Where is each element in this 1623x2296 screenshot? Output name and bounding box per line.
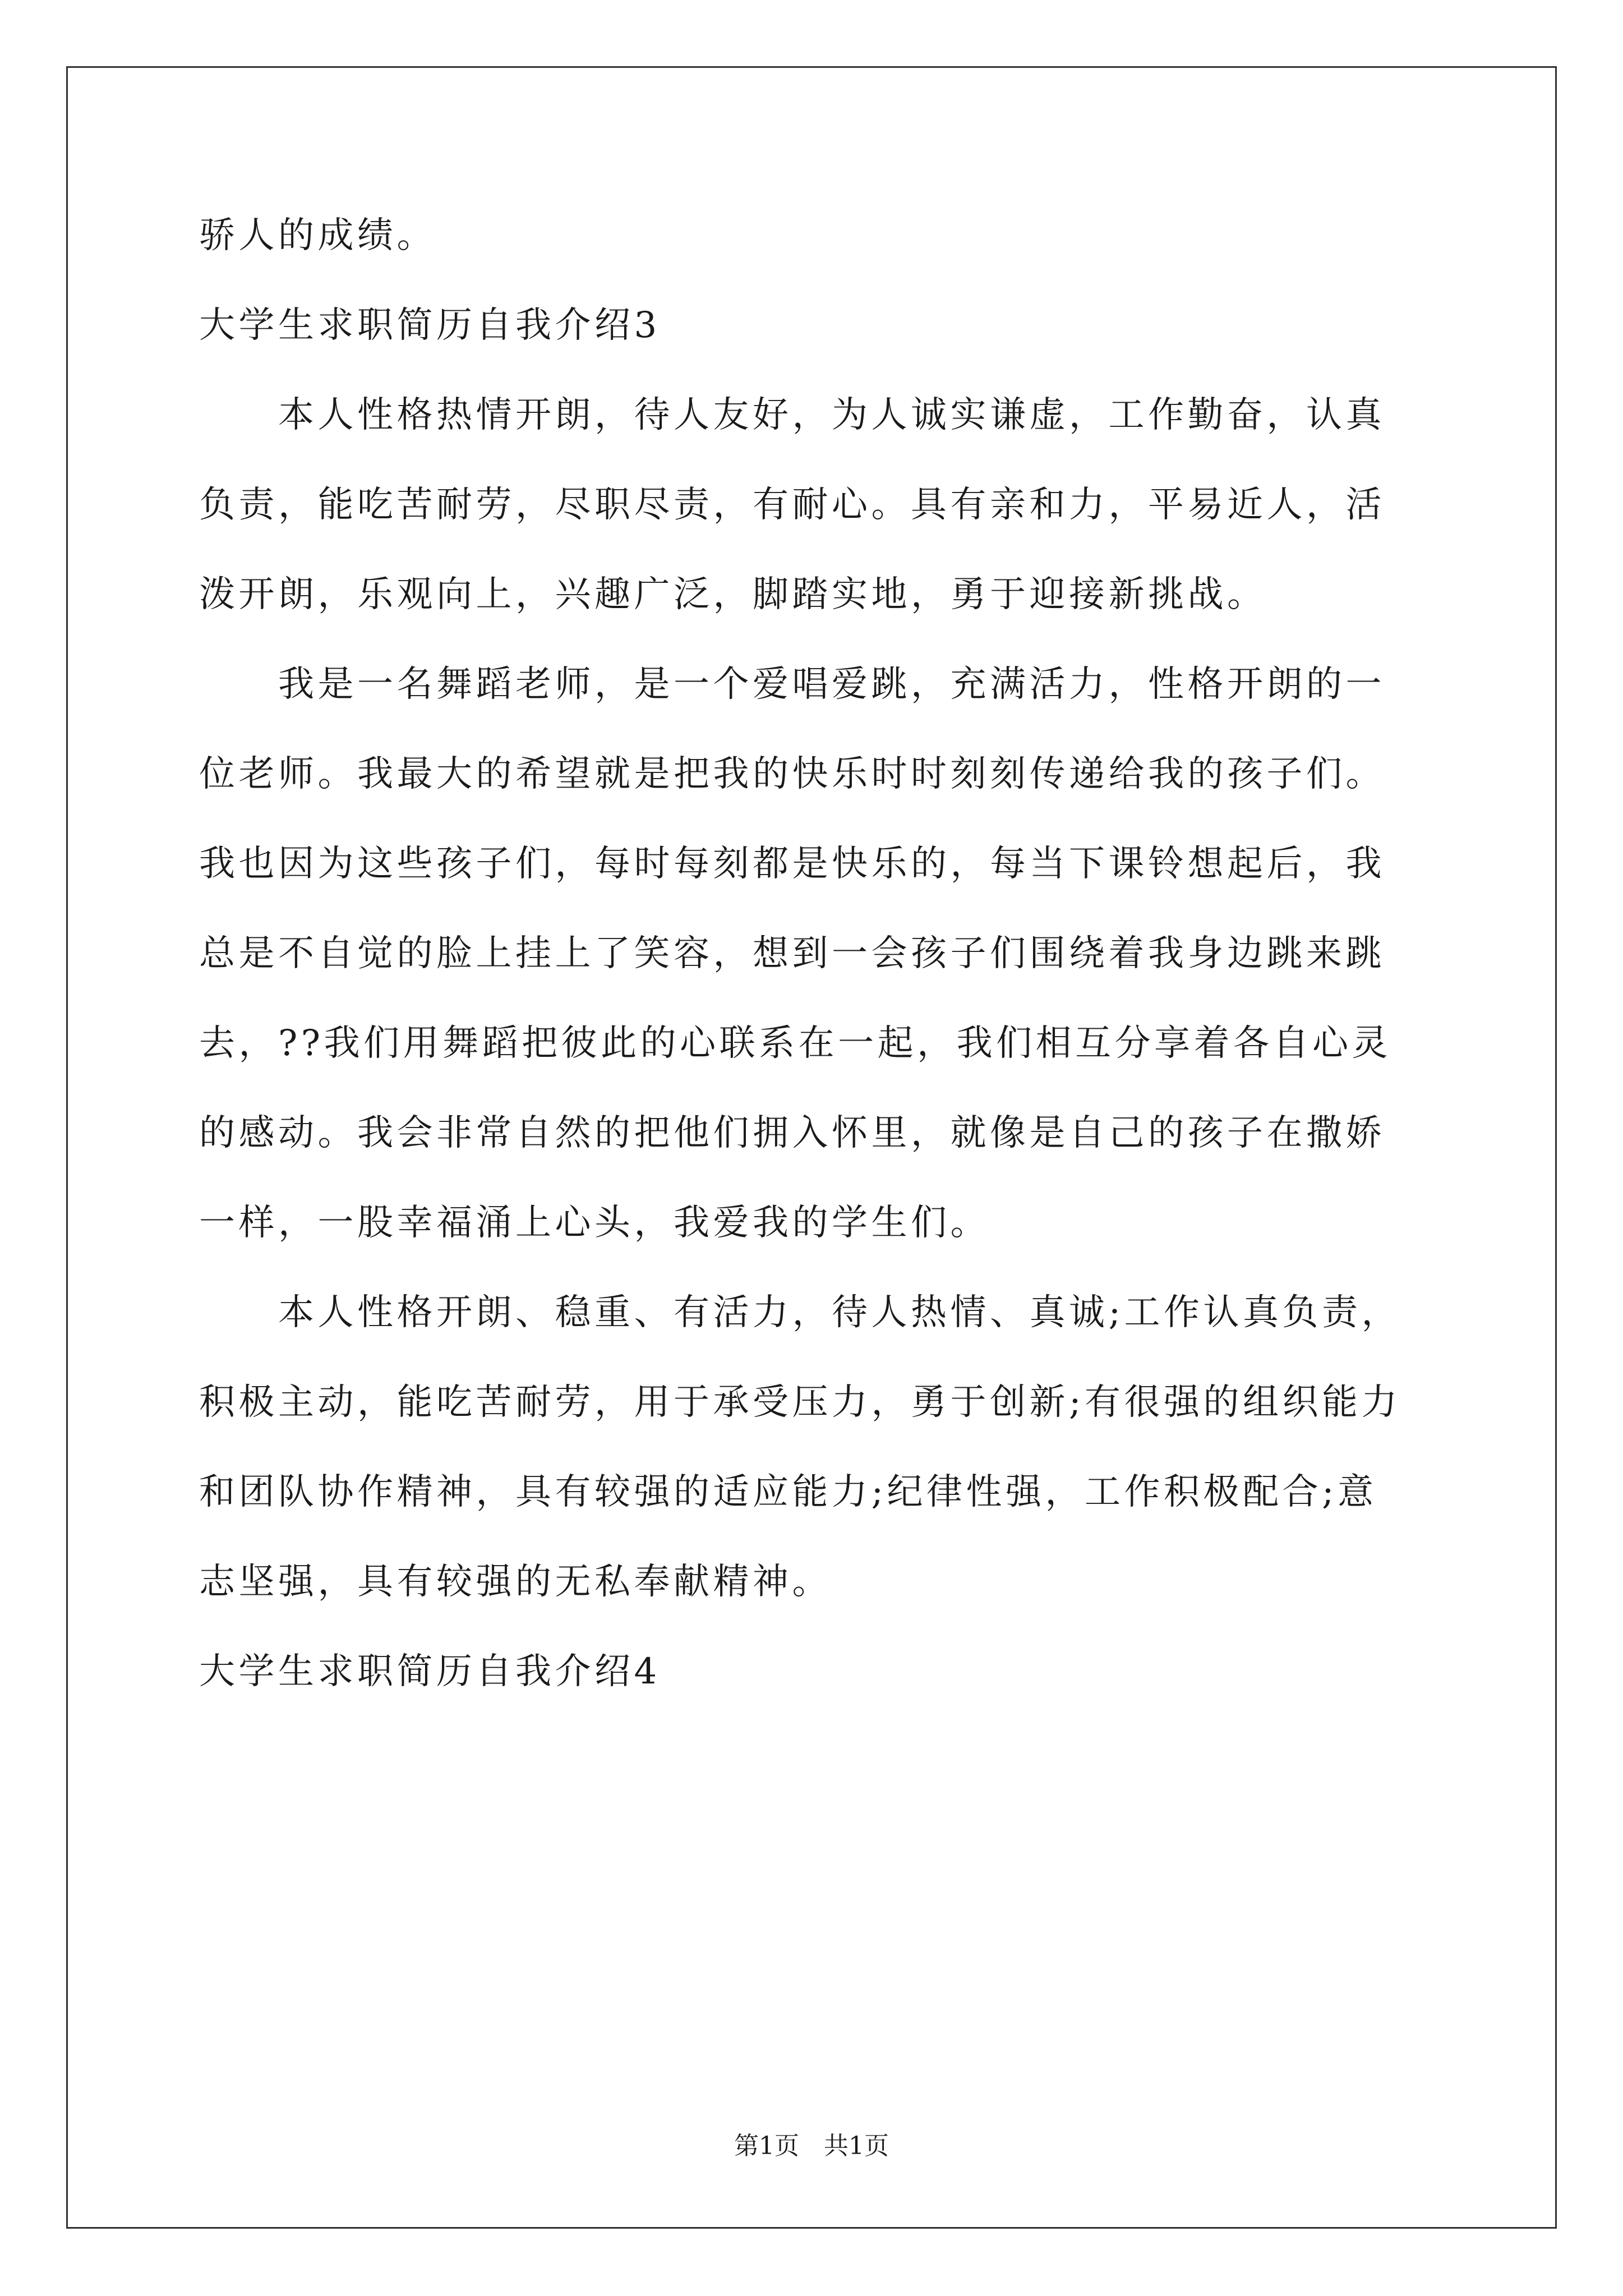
text-line: 总是不自觉的脸上挂上了笑容，想到一会孩子们围绕着我身边跳来跳 (199, 933, 1385, 974)
text-line: 一样，一股幸福涌上心头，我爱我的学生们。 (199, 1202, 990, 1244)
text-line: 积极主动，能吃苦耐劳，用于承受压力，勇于创新;有很强的组织能力 (199, 1382, 1401, 1423)
text-line: 和团队协作精神，具有较强的适应能力;纪律性强，工作积极配合;意 (199, 1471, 1377, 1513)
text-line: 位老师。我最大的希望就是把我的快乐时时刻刻传递给我的孩子们。 (199, 753, 1385, 795)
text-line: 志坚强，具有较强的无私奉献精神。 (199, 1561, 832, 1603)
text-line: 负责，能吃苦耐劳，尽职尽责，有耐心。具有亲和力，平易近人，活 (199, 484, 1385, 526)
section-heading: 大学生求职简历自我介绍4 (199, 1651, 661, 1692)
text-line: 去，??我们用舞蹈把彼此的心联系在一起，我们相互分享着各自心灵 (199, 1023, 1392, 1064)
page-number: 第1页 共1页 (734, 2132, 889, 2160)
paragraph-first-line: 本人性格热情开朗，待人友好，为人诚实谦虚，工作勤奋，认真 (278, 394, 1385, 436)
text-line: 泼开朗，乐观向上，兴趣广泛，脚踏实地，勇于迎接新挑战。 (199, 574, 1267, 615)
paragraph-first-line: 我是一名舞蹈老师，是一个爱唱爱跳，充满活力，性格开朗的一 (278, 664, 1385, 705)
section-heading: 大学生求职简历自我介绍3 (199, 305, 661, 346)
text-line: 我也因为这些孩子们，每时每刻都是快乐的，每当下课铃想起后，我 (199, 843, 1385, 885)
text-line: 的感动。我会非常自然的把他们拥入怀里，就像是自己的孩子在撒娇 (199, 1112, 1385, 1154)
document-body (199, 191, 1433, 1717)
page-footer (0, 2129, 1623, 2163)
text-line: 骄人的成绩。 (199, 215, 436, 256)
paragraph-first-line: 本人性格开朗、稳重、有活力，待人热情、真诚;工作认真负责， (278, 1292, 1401, 1333)
